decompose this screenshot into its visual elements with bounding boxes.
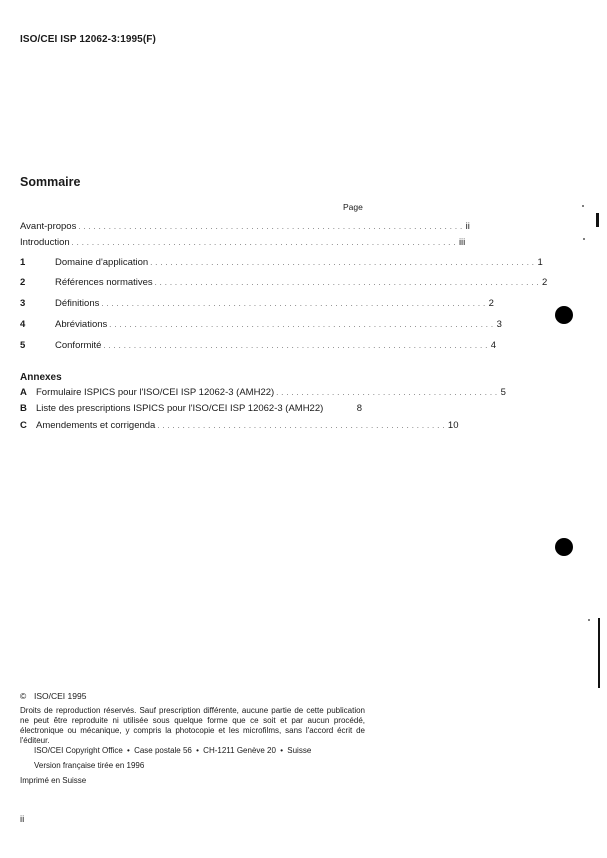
leader-dots: . . . . . . . . . . . . . . . . . . . . . . . . . . . . . . . . . . . . . . . . . . . . . . . . . . . . . . . . . xyxy=(157,423,445,430)
toc-entry-page: 5 xyxy=(500,387,506,398)
leader-dots: . . . . . . . . . . . . . . . . . . . . . . . . . . . . . . . . . . . . . . . . . . . . . . . . . . . . . . . . . . . . . . . . . . . . . . . . . . . . xyxy=(154,280,539,287)
toc-entry-avant-propos[interactable] xyxy=(20,221,470,235)
leader-dots: . . . . . . . . . . . . . . . . . . . . . . . . . . . . . . . . . . . . . . . . . . . . . . . . . . . . . . . . . . . . . . . . . . . . . . . . . . . . xyxy=(78,224,463,231)
punch-hole xyxy=(555,538,573,556)
punch-hole xyxy=(555,306,573,324)
section-number: 4 xyxy=(20,319,26,330)
section-number: 1 xyxy=(20,257,26,268)
postal-city: CH-1211 Genève 20 xyxy=(203,746,276,755)
toc-entry-label: Définitions xyxy=(55,298,100,309)
bullet-separator: • xyxy=(196,746,199,755)
section-number: 3 xyxy=(20,298,26,309)
toc-entry-section-2[interactable] xyxy=(20,277,548,291)
toc-entry-label: Domaine d'application xyxy=(55,257,149,268)
toc-entry-label: Conformité xyxy=(55,340,102,351)
annex-letter: B xyxy=(20,403,27,414)
toc-entry-annex-b[interactable] xyxy=(20,403,362,417)
bullet-separator: • xyxy=(280,746,284,755)
section-number: 2 xyxy=(20,277,26,288)
scan-edge-mark xyxy=(598,618,600,688)
toc-entry-label: Introduction xyxy=(20,237,70,248)
version-note: Version française tirée en 1996 xyxy=(34,761,145,770)
toc-entry-section-1[interactable] xyxy=(20,257,543,271)
toc-entry-label: Avant-propos xyxy=(20,221,77,232)
postal-country: Suisse xyxy=(287,746,312,755)
toc-entry-annex-a[interactable] xyxy=(20,387,506,401)
toc-entry-label: Amendements et corrigenda xyxy=(36,420,156,431)
scan-speck xyxy=(583,238,585,240)
toc-entry-page: iii xyxy=(458,237,466,248)
annex-letter: C xyxy=(20,420,27,431)
toc-entry-label: Formulaire ISPICS pour l'ISO/CEI ISP 12062-3 (AMH22) xyxy=(36,387,275,398)
rights-notice: Droits de reproduction réservés. Sauf prescription différente, aucune partie de cette publication ne peut être reproduite ni utilisée sous quelque forme que ce soit et par aucun procédé, électronique ou mécanique, y compris la photocopie et les microfilms, sans l'accord écrit de l'éditeur. xyxy=(20,706,365,745)
scan-speck xyxy=(582,205,584,207)
leader-dots: . . . . . . . . . . . . . . . . . . . . . . . . . . . . . . . . . . . . . . . . . . . . . . . . . . . . . . . . . . . . . . . . . . . . . . . . . . . . xyxy=(71,240,456,247)
toc-entry-section-3[interactable] xyxy=(20,298,494,312)
toc-entry-introduction[interactable] xyxy=(20,237,466,251)
toc-entry-page: 10 xyxy=(447,420,459,431)
copyright-office: ISO/CEI Copyright Office xyxy=(34,746,123,755)
copyright-holder: ISO/CEI 1995 xyxy=(34,691,87,701)
printed-in: Imprimé en Suisse xyxy=(20,776,87,785)
document-header: ISO/CEI ISP 12062-3:1995(F) xyxy=(20,34,156,45)
scan-edge-mark xyxy=(596,213,599,227)
toc-title: Sommaire xyxy=(20,175,81,189)
toc-entry-page: 3 xyxy=(496,319,502,330)
copyright-symbol: © xyxy=(20,691,27,701)
page-number: ii xyxy=(20,814,25,825)
scan-speck xyxy=(588,619,590,621)
leader-dots: . . . . . . . . . . . . . . . . . . . . . . . . . . . . . . . . . . . . . . . . . . . . . . . . . . . . . . . . . . . . . . . . . . . . . . . . . . . . xyxy=(103,343,488,350)
toc-page-column-label: Page xyxy=(343,202,363,212)
toc-entry-section-5[interactable] xyxy=(20,340,497,354)
toc-entry-label: Abréviations xyxy=(55,319,108,330)
toc-entry-page: 1 xyxy=(537,257,543,268)
toc-entry-label: Liste des prescriptions ISPICS pour l'ISO/CEI ISP 12062-3 (AMH22) xyxy=(36,403,324,414)
annexes-heading: Annexes xyxy=(20,372,62,383)
leader-dots: . . . . . . . . . . . . . . . . . . . . . . . . . . . . . . . . . . . . . . . . . . . . . . . . . . . . . . . . . . . . . . . . . . . . . . . . . . . . xyxy=(150,260,535,267)
leader-dots: . . . . . . . . . . . . . . . . . . . . . . . . . . . . . . . . . . . . . . . . . . . . . . . . . . . . . . . . . . . . . . . . . . . . . . . . . . . . xyxy=(101,301,486,308)
toc-entry-annex-c[interactable] xyxy=(20,420,459,434)
postal-box: Case postale 56 xyxy=(134,746,192,755)
copyright-address xyxy=(34,746,311,755)
toc-entry-page: 8 xyxy=(356,403,362,414)
leader-dots: . . . . . . . . . . . . . . . . . . . . . . . . . . . . . . . . . . . . . . . . . . . . xyxy=(276,390,498,397)
toc-entry-page: ii xyxy=(465,221,470,232)
leader-dots: . . . . . . . . . . . . . . . . . . . . . . . . . . . . . . . . . . . . . . . . . . . . . . . . . . . . . . . . . . . . . . . . . . . . . . . . . . . . xyxy=(109,322,494,329)
toc-entry-page: 2 xyxy=(488,298,494,309)
toc-entry-label: Références normatives xyxy=(55,277,153,288)
toc-entry-page: 2 xyxy=(541,277,548,288)
section-number: 5 xyxy=(20,340,26,351)
annex-letter: A xyxy=(20,387,27,398)
toc-entry-page: 4 xyxy=(490,340,497,351)
bullet-separator: • xyxy=(127,746,130,755)
copyright-line xyxy=(20,691,86,701)
toc-entry-section-4[interactable] xyxy=(20,319,502,333)
